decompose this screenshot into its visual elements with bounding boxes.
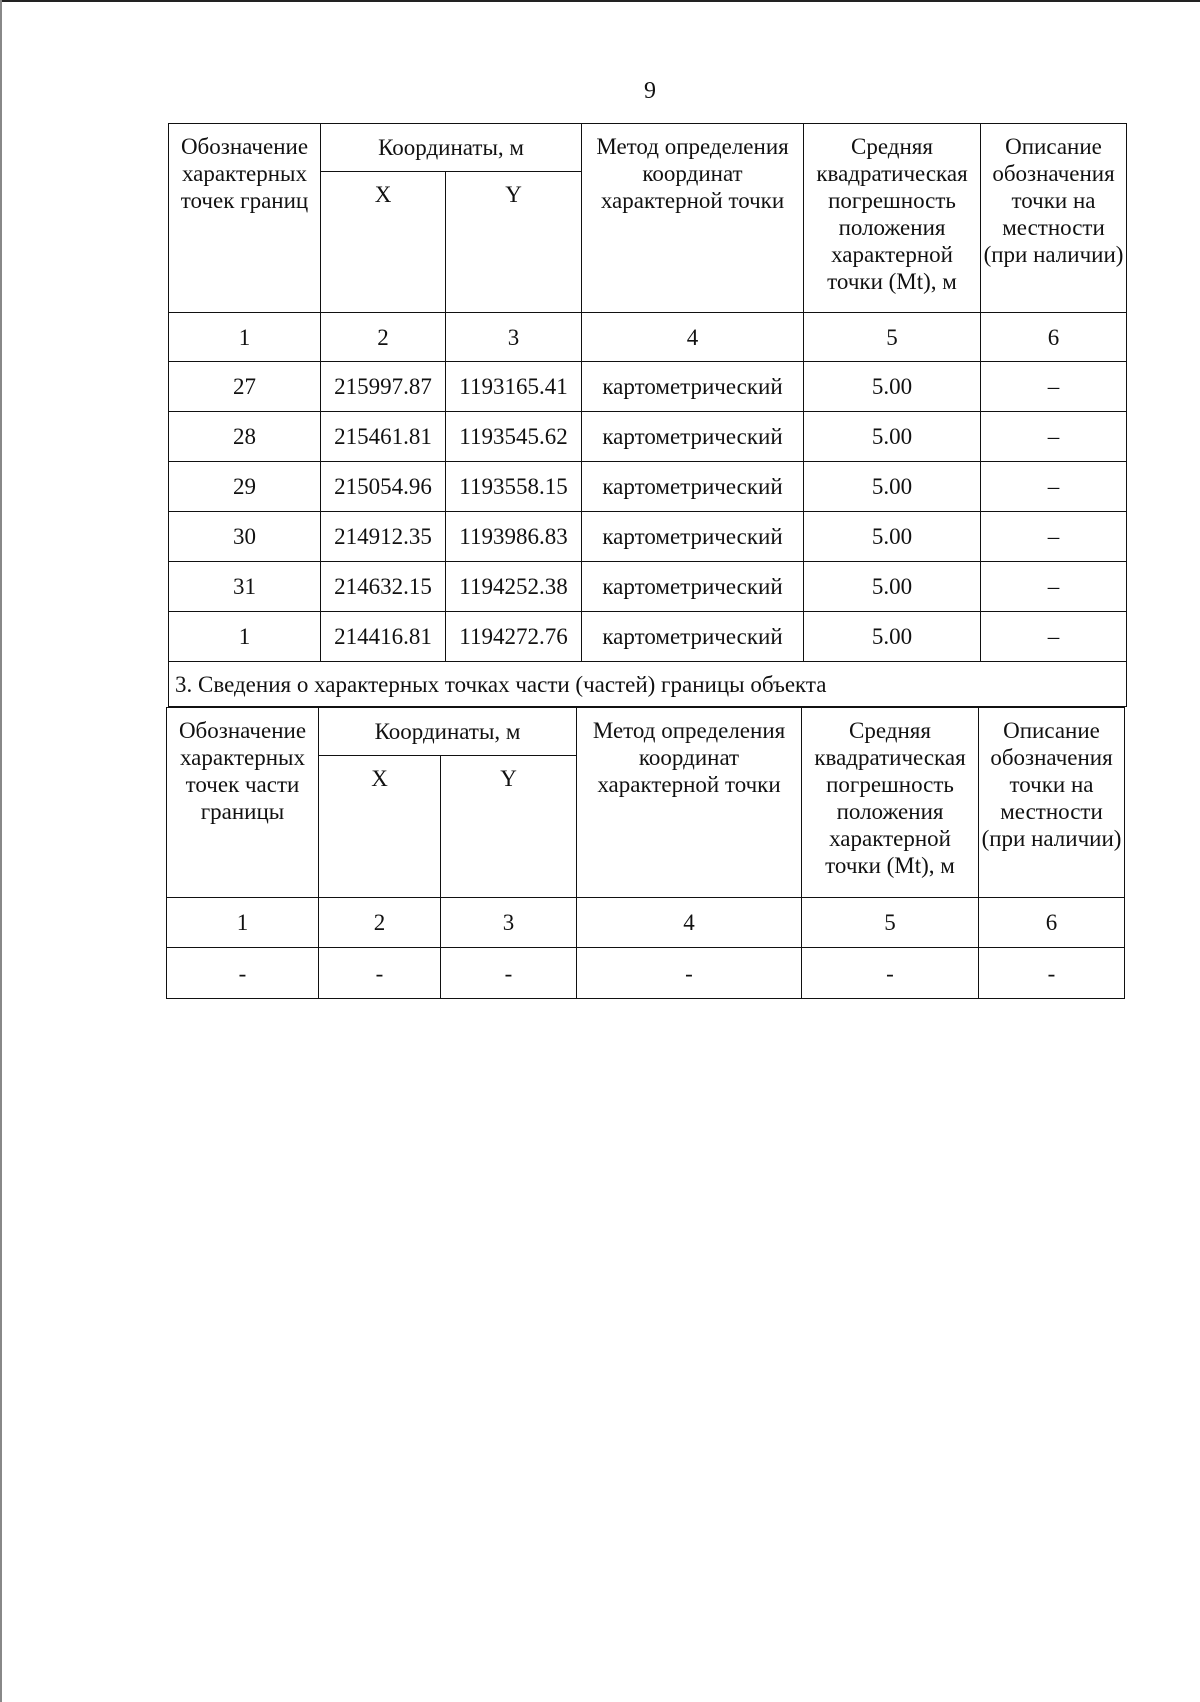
header-coordinates: Координаты, м (321, 124, 582, 172)
column-number: 2 (321, 313, 446, 362)
method: картометрический (582, 362, 804, 412)
part-boundary-points-table (166, 707, 1125, 999)
coord-y: 1193165.41 (446, 362, 582, 412)
table-row (169, 612, 1127, 662)
column-number: 5 (804, 313, 981, 362)
coord-x: 215461.81 (321, 412, 446, 462)
empty-value: - (441, 948, 577, 999)
column-numbers-row (169, 313, 1127, 362)
description: – (981, 562, 1127, 612)
section-3-title: 3. Сведения о характерных точках части (частей) границы объекта (169, 662, 1127, 707)
header-x: X (321, 172, 446, 313)
point-number: 29 (169, 462, 321, 512)
coord-y: 1193545.62 (446, 412, 582, 462)
table-row (169, 462, 1127, 512)
description: – (981, 612, 1127, 662)
empty-value: - (979, 948, 1125, 999)
method: картометрический (582, 562, 804, 612)
column-number: 3 (446, 313, 582, 362)
coord-y: 1194272.76 (446, 612, 582, 662)
coord-x: 214912.35 (321, 512, 446, 562)
empty-value: - (802, 948, 979, 999)
header-y: Y (446, 172, 582, 313)
header-method: Метод определения координат характерной точки (582, 124, 804, 313)
point-number: 31 (169, 562, 321, 612)
error: 5.00 (804, 562, 981, 612)
coord-x: 215054.96 (321, 462, 446, 512)
header-coordinates: Координаты, м (319, 708, 577, 756)
table-row (169, 412, 1127, 462)
header-point-designation: Обозначение характерных точек границ (169, 124, 321, 313)
column-number: 1 (169, 313, 321, 362)
column-number: 4 (577, 898, 802, 948)
coord-x: 214416.81 (321, 612, 446, 662)
point-number: 28 (169, 412, 321, 462)
coord-y: 1194252.38 (446, 562, 582, 612)
table-row (169, 512, 1127, 562)
header-description: Описание обозначения точки на местности (при наличии) (981, 124, 1127, 313)
column-numbers-row (167, 898, 1125, 948)
error: 5.00 (804, 462, 981, 512)
method: картометрический (582, 462, 804, 512)
empty-value: - (167, 948, 319, 999)
header-error: Средняя квадратическая погрешность положения характерной точки (Mt), м (802, 708, 979, 898)
empty-value: - (319, 948, 441, 999)
empty-value: - (577, 948, 802, 999)
coord-y: 1193986.83 (446, 512, 582, 562)
error: 5.00 (804, 412, 981, 462)
column-number: 4 (582, 313, 804, 362)
method: картометрический (582, 512, 804, 562)
column-number: 5 (802, 898, 979, 948)
point-number: 30 (169, 512, 321, 562)
point-number: 27 (169, 362, 321, 412)
error: 5.00 (804, 512, 981, 562)
column-number: 3 (441, 898, 577, 948)
boundary-points-table (168, 123, 1127, 707)
method: картометрический (582, 412, 804, 462)
column-number: 1 (167, 898, 319, 948)
column-number: 2 (319, 898, 441, 948)
page-number: 9 (644, 78, 656, 104)
column-number: 6 (979, 898, 1125, 948)
column-number: 6 (981, 313, 1127, 362)
description: – (981, 362, 1127, 412)
description: – (981, 412, 1127, 462)
point-number: 1 (169, 612, 321, 662)
description: – (981, 462, 1127, 512)
header-y: Y (441, 756, 577, 898)
coord-x: 214632.15 (321, 562, 446, 612)
header-x: X (319, 756, 441, 898)
table-row (169, 562, 1127, 612)
table-row (167, 948, 1125, 999)
page-edge-top (0, 0, 1200, 2)
method: картометрический (582, 612, 804, 662)
page-edge-left (0, 0, 2, 1702)
error: 5.00 (804, 612, 981, 662)
coord-x: 215997.87 (321, 362, 446, 412)
description: – (981, 512, 1127, 562)
table-row (169, 362, 1127, 412)
header-error: Средняя квадратическая погрешность положения характерной точки (Mt), м (804, 124, 981, 313)
header-part-point-designation: Обозначение характерных точек части границы (167, 708, 319, 898)
header-method: Метод определения координат характерной точки (577, 708, 802, 898)
header-description: Описание обозначения точки на местности (при наличии) (979, 708, 1125, 898)
coord-y: 1193558.15 (446, 462, 582, 512)
error: 5.00 (804, 362, 981, 412)
